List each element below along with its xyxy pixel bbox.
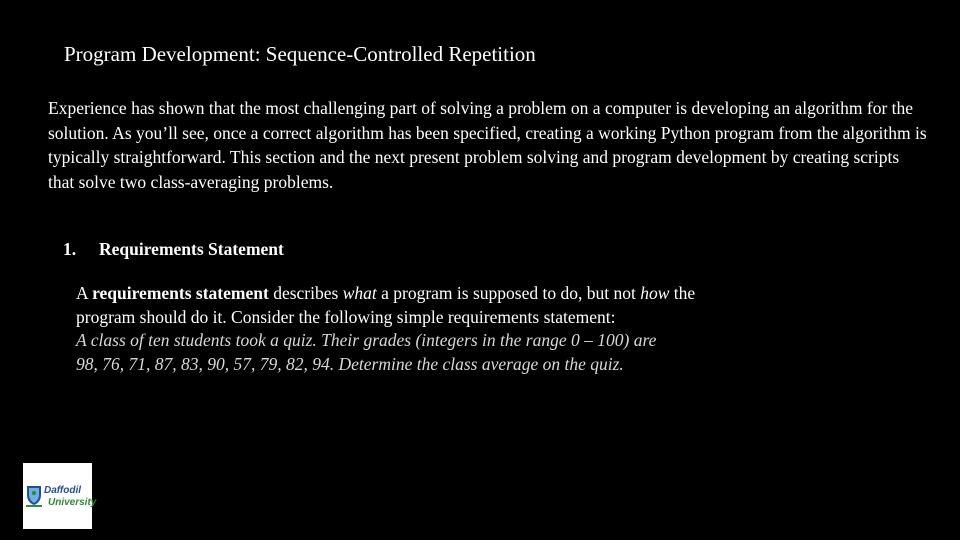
slide-title: Program Development: Sequence-Controlled Repetition: [64, 42, 536, 66]
logo-word-1: Daffodil: [44, 485, 82, 496]
logo-emblem-icon: [23, 463, 92, 529]
req-text: a program is supposed to do, but not: [376, 283, 641, 303]
req-line-1: [76, 282, 856, 306]
section-heading: [63, 237, 284, 261]
requirements-paragraph: [76, 282, 856, 376]
req-emphasis-how: how: [640, 283, 670, 303]
intro-line: Python program from the algorithm is typically straightforward. This section and the next present problem: [48, 122, 927, 167]
section-number: 1.: [63, 239, 77, 259]
req-quote-line-1: A class of ten students took a quiz. Their grades (integers in the range 0 – 100) are: [76, 330, 657, 350]
req-term: requirements statement: [92, 283, 269, 303]
req-text: describes: [268, 283, 343, 303]
req-emphasis-what: what: [342, 283, 377, 303]
intro-line: solving and program development by creating scripts that solve two class-averaging problems.: [48, 147, 900, 192]
intro-paragraph: [48, 96, 928, 194]
university-logo: [23, 463, 97, 529]
intro-line: algorithm for the solution. As you’ll see, once a correct algorithm has been specified, creating a working: [48, 98, 914, 143]
req-quote-line-2: 98, 76, 71, 87, 83, 90, 57, 79, 82, 94. Determine the class average on the quiz.: [76, 353, 624, 374]
intro-line: Experience has shown that the most challenging part of solving a problem on a computer is developing an: [48, 98, 791, 118]
req-text: the: [669, 283, 696, 303]
logo-word-2: University: [48, 497, 97, 508]
section-heading-text: Requirements Statement: [99, 239, 284, 259]
req-line-2: program should do it. Consider the following simple requirements statement:: [76, 306, 616, 327]
req-text: A: [76, 283, 93, 303]
